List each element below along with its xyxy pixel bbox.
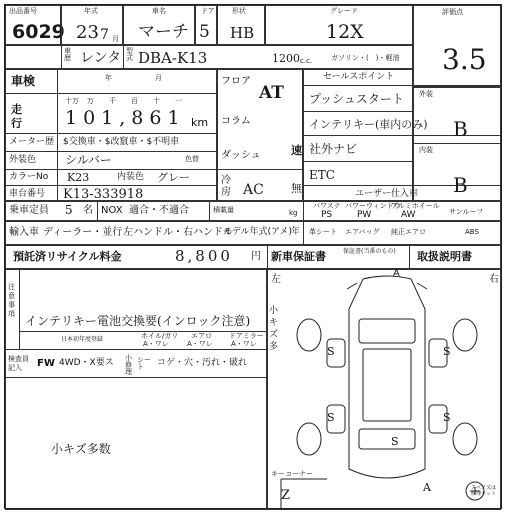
shape-label: 形状 (232, 7, 246, 15)
car-name-box (123, 5, 195, 45)
damage-mark-s: S (327, 345, 335, 358)
divider (61, 45, 62, 69)
lot-number-box (5, 5, 65, 45)
divider (267, 245, 268, 269)
interior-color-value: グレー (157, 171, 190, 184)
year-value: 23 (76, 22, 99, 43)
power-window-label: パワーウィンドウ (345, 202, 401, 210)
damage-mark-s: S (443, 345, 451, 358)
abs-label: ABS (465, 228, 479, 236)
damage-mark-s: S (391, 435, 399, 448)
aero-options: A・ワレ (187, 340, 213, 348)
model-year-unit: 年 (291, 227, 301, 237)
key-corner-value: Z (281, 488, 291, 503)
year-label: 年式 (84, 7, 98, 15)
notes-side-label: 注意事項 (8, 283, 15, 318)
score-label: 評価点 (442, 8, 463, 16)
year-month: 7 (100, 27, 109, 43)
divider (5, 349, 267, 350)
pw-value: PW (357, 210, 372, 220)
mileage-digit-label: 万 (87, 97, 94, 105)
floor-label: フロア (221, 76, 251, 87)
windshield (359, 319, 415, 343)
exterior-color-label: 外装色 (9, 155, 37, 165)
recycle-fee-unit: 円 (251, 251, 261, 262)
divider (5, 93, 217, 94)
shaken-year-unit: 年 (105, 74, 112, 82)
lot-number: 6029 (12, 21, 65, 43)
capacity-unit: 名 (83, 205, 93, 216)
left-label: 左 (271, 274, 281, 285)
front-left-mirror (347, 283, 357, 289)
minor-repair-note: 小修理 (125, 354, 132, 376)
speed-label: 速 (291, 144, 302, 157)
seat-label: シート (137, 356, 151, 371)
chassis-value: K13-333918 (63, 187, 144, 202)
spare-kit-label: スペア又は修理キット (471, 485, 497, 497)
year-month-unit: 月 (112, 35, 119, 43)
mileage-value: 101,861 (65, 107, 186, 129)
interior-color-label: 内装色 (117, 172, 145, 182)
airbag-label: エアバッグ (345, 228, 380, 236)
model-year-label: モデル年式(アメ) (223, 227, 293, 237)
warranty-label: 新車保証書 (271, 250, 326, 263)
divider (209, 201, 210, 221)
mileage-unit: km (191, 116, 209, 129)
load-unit: kg (289, 209, 298, 217)
damage-mark-s: S (327, 411, 335, 424)
divider (303, 111, 413, 112)
divider (5, 151, 217, 152)
meter-history-options: $交換車・$改竄車・$不明車 (63, 137, 180, 147)
load-capacity-label: 積載量 (213, 206, 234, 214)
checker-label: 検査員記入 (8, 355, 29, 372)
ps-value: PS (321, 210, 333, 220)
damage-mark-front: A (393, 268, 400, 279)
model-value: DBA-K13 (138, 49, 208, 67)
selling-point: プッシュスタート (309, 92, 404, 106)
score-value: 3.5 (442, 43, 487, 76)
mileage-digit-label: 千 (109, 97, 116, 105)
exterior-grade-label: 外装 (419, 90, 433, 98)
mileage-digit-label: 十万 (65, 97, 79, 105)
ac-label: 冷房 (221, 175, 231, 198)
model-row (5, 45, 413, 69)
notes-bottom-line: 小キズ多数 (51, 442, 111, 456)
shape-box (217, 5, 265, 45)
dash-label: ダッシュ (221, 150, 261, 161)
manual-label: 取扱説明書 (417, 250, 472, 263)
capacity-label: 乗車定員 (9, 205, 49, 216)
car-name-value: マーチ (138, 22, 189, 42)
damage-mark-a: A (423, 481, 431, 494)
nox-label: NOX (101, 205, 123, 216)
divider (19, 269, 20, 349)
shape-value: HB (230, 24, 255, 42)
mileage-digit-label: 一 (175, 97, 182, 105)
mileage-label: 走行 (11, 103, 22, 130)
shaken-label: 車検 (11, 74, 36, 88)
grade-value: 12X (326, 21, 364, 43)
sunroof-label: サンルーフ (449, 208, 484, 216)
chassis-label: 車台番号 (9, 189, 46, 199)
interior-grade-value: B (453, 173, 468, 197)
mileage-digit-label: 百 (131, 97, 138, 105)
power-steering-label: パワステ (313, 202, 341, 210)
ac-value: AC (243, 182, 264, 198)
selling-point: 社外ナビ (309, 142, 358, 156)
leather-seat-label: 革シート (309, 228, 337, 236)
rear-window (359, 429, 415, 449)
divider (57, 69, 58, 201)
rear-right-wheel (453, 423, 477, 455)
car-body-outline (349, 276, 425, 478)
wheel-options: A・ワレ (143, 340, 169, 348)
aero-label: エアロ (191, 332, 212, 340)
divider (217, 169, 303, 170)
divider (303, 85, 501, 86)
doors-label: ドア (201, 7, 215, 15)
color-no-value: K23 (67, 171, 90, 184)
handle-value: 左ハンドル・右ハンドル (123, 227, 233, 238)
fuel-options: ガソリン・( )・軽油 (331, 54, 400, 62)
nox-value: 適合・不適合 (129, 205, 189, 216)
divider (409, 245, 410, 269)
selling-point: インテリキー(車内のみ) (309, 118, 428, 131)
capacity-value: 5 (65, 203, 73, 217)
grade-box (265, 5, 413, 45)
damage-mark-s: S (443, 411, 451, 424)
meter-history-label: メーター歴 (9, 137, 55, 147)
color-no-label: カラーNo (9, 172, 49, 182)
mirror-label: ドアミラー (229, 332, 264, 340)
purpose-label: 車歴 (64, 47, 71, 62)
year-box (61, 5, 123, 45)
notes-area (5, 269, 267, 510)
import-label: 輸入車 (9, 227, 39, 238)
doors-value: 5 (199, 22, 210, 42)
exterior-grade-value: B (453, 117, 468, 141)
divider (5, 169, 217, 170)
import-value: ディーラー・並行 (43, 227, 123, 238)
key-corner-label: キーコーナー (271, 470, 313, 478)
transmission-value: AT (259, 83, 284, 103)
interior-grade-label: 内装 (419, 146, 433, 154)
mirror-options: A・ワレ (231, 340, 257, 348)
divider (123, 45, 124, 69)
ac-none-label: 無 (291, 182, 302, 195)
recycle-fee-value: 8,800 (175, 247, 233, 265)
cc-value: 1200 (272, 52, 300, 65)
divider (5, 133, 217, 134)
recycle-fee-label: 預託済リサイクル料金 (13, 250, 122, 263)
selling-point: ETC (309, 168, 335, 182)
model-label: 型式 (126, 47, 133, 62)
column-label: コラム (221, 116, 251, 127)
fw-note: 4WD・X要ス (59, 358, 114, 368)
selling-points-label: セールスポイント (323, 72, 395, 82)
notes-line-1: インテリキー電池交換要(インロック注意) (25, 314, 251, 328)
aw-value: AW (401, 210, 416, 220)
user-purchase-label: ユーザー仕入車 (355, 189, 419, 199)
front-right-wheel (453, 319, 477, 351)
genuine-aero-label: 純正エアロ (391, 228, 426, 236)
mileage-digit-label: 十 (153, 97, 160, 105)
score-box (413, 5, 501, 87)
divider (97, 201, 98, 221)
divider (5, 185, 217, 186)
warranty-note: 保証書(当番のもの) (343, 248, 396, 255)
grade-label: グレード (330, 7, 358, 15)
doors-box (195, 5, 217, 45)
divider (5, 377, 267, 378)
wheel-label: ホイル/ガリ (141, 332, 179, 340)
divider (303, 161, 413, 162)
fw-label: FW (37, 358, 55, 369)
roof (363, 349, 411, 421)
alloy-wheel-label: アルミホイール (391, 202, 440, 210)
dealer-options: 日本初年度登録 (61, 336, 104, 343)
color-change-note: 色替 (185, 155, 199, 163)
right-label: 右 (489, 274, 499, 285)
purpose-value: レンタ (80, 50, 122, 66)
exterior-color-value: シルバー (65, 153, 112, 167)
side-note: 小キズ多 (269, 306, 279, 352)
lot-label: 出品番号 (9, 7, 37, 15)
rear-left-wheel (297, 423, 321, 455)
divider (413, 143, 501, 144)
front-right-mirror (417, 283, 427, 289)
auction-sheet (4, 4, 502, 509)
car-name-label: 車名 (152, 7, 166, 15)
cc-unit: c.c. (300, 57, 313, 65)
shaken-month-unit: 月 (155, 74, 162, 82)
seat-condition-options: コゲ・穴・汚れ・破れ (157, 358, 248, 368)
front-left-wheel (297, 319, 321, 351)
